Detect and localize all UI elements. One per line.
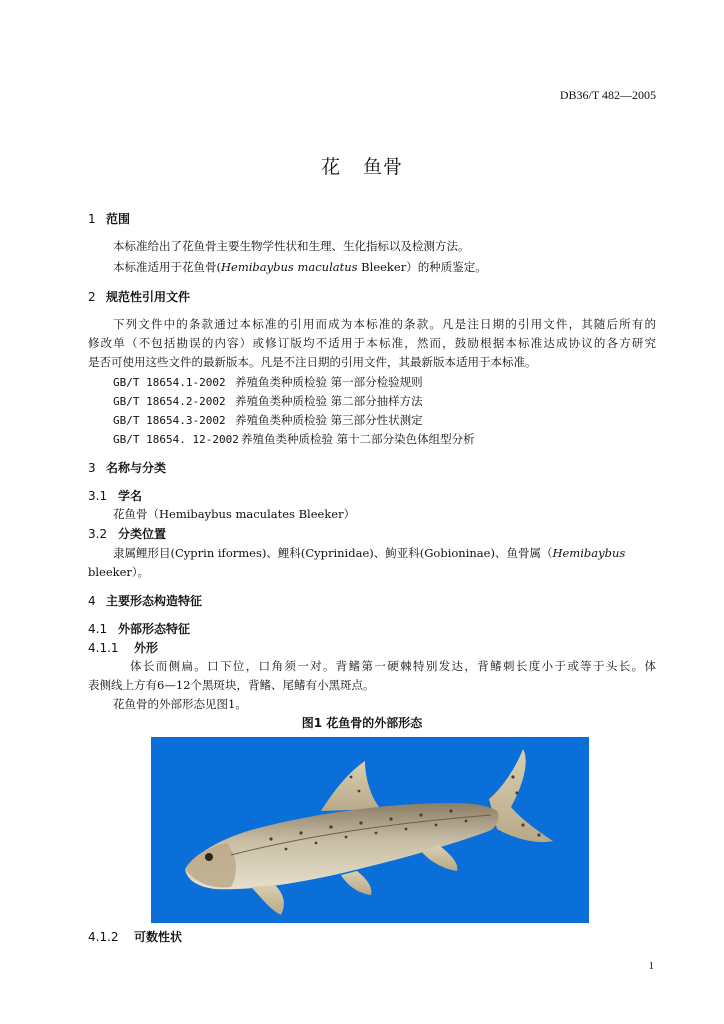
section-2-line-1: 下列文件中的条款通过本标准的引用而成为本标准的条款。凡是注日期的引用文件，其随后所有的 bbox=[113, 317, 656, 331]
fish-illustration bbox=[151, 737, 589, 923]
section-number: 4.1.1 bbox=[88, 641, 119, 655]
reference-code: GB/T 18654. 12-2002 bbox=[113, 433, 239, 446]
section-title: 主要形态构造特征 bbox=[106, 594, 203, 608]
latin-name: Hemibaybus maculatus bbox=[221, 260, 358, 274]
section-1-heading bbox=[88, 210, 130, 227]
reference-title: 养殖鱼类种质检验 第十二部分染色体组型分析 bbox=[241, 432, 475, 446]
document-title bbox=[0, 152, 724, 179]
page-number: 1 bbox=[648, 960, 654, 972]
latin-name: Hemibaybus bbox=[552, 546, 626, 560]
text-run: Bleeker）的种质鉴定。 bbox=[357, 260, 487, 274]
section-title: 名称与分类 bbox=[106, 461, 167, 475]
section-number: 3.2 bbox=[88, 527, 108, 541]
section-title: 学名 bbox=[118, 489, 143, 503]
section-title: 可数性状 bbox=[134, 930, 183, 944]
section-title: 规范性引用文件 bbox=[106, 290, 191, 304]
section-3-heading bbox=[88, 459, 166, 476]
subsection-4-1-heading bbox=[88, 620, 190, 637]
shape-description-line-1: 体长而侧扁。口下位，口角须一对。背鳍第一硬棘特别发达，背鳍刺长度小于或等于头长。体 bbox=[130, 659, 656, 673]
classification-line-2: bleeker）。 bbox=[88, 565, 150, 579]
text-run: 本标准适用于花鱼骨( bbox=[113, 260, 221, 274]
reference-code: GB/T 18654.2-2002 bbox=[113, 395, 226, 408]
section-4-heading bbox=[88, 592, 202, 609]
section-number: 4 bbox=[88, 594, 96, 608]
section-number: 3.1 bbox=[88, 489, 108, 503]
reference-item bbox=[113, 412, 423, 428]
reference-title: 养殖鱼类种质检验 第一部分检验规则 bbox=[235, 375, 423, 389]
section-title: 分类位置 bbox=[118, 527, 167, 541]
section-number: 4.1 bbox=[88, 622, 108, 636]
section-number: 4.1.2 bbox=[88, 930, 119, 944]
figure-reference: 花鱼骨的外部形态见图1。 bbox=[113, 697, 247, 711]
subsection-3-1-heading bbox=[88, 487, 142, 504]
section-number: 3 bbox=[88, 461, 96, 475]
section-title: 外部形态特征 bbox=[118, 622, 191, 636]
section-1-paragraph-1: 本标准给出了花鱼骨主要生物学性状和生理、生化指标以及检测方法。 bbox=[113, 239, 470, 253]
section-title: 外形 bbox=[134, 641, 159, 655]
section-number: 1 bbox=[88, 212, 96, 226]
classification-line-1 bbox=[113, 545, 625, 561]
subsection-4-1-1-heading bbox=[88, 639, 158, 656]
section-2-heading bbox=[88, 288, 190, 305]
section-number: 2 bbox=[88, 290, 96, 304]
reference-code: GB/T 18654.1-2002 bbox=[113, 376, 226, 389]
reference-title: 养殖鱼类种质检验 第三部分性状测定 bbox=[235, 413, 423, 427]
reference-title: 养殖鱼类种质检验 第二部分抽样方法 bbox=[235, 394, 423, 408]
text-run: 隶属鲤形目(Cyprin iformes)、鲤科(Cyprinidae)、鮈亚科(Gobioninae)、鱼骨属（ bbox=[113, 546, 553, 560]
shape-description-line-2: 表侧线上方有6—12个黑斑块，背鳍、尾鳍有小黑斑点。 bbox=[88, 678, 375, 692]
fish-eye bbox=[205, 853, 213, 861]
subsection-3-2-heading bbox=[88, 525, 166, 542]
reference-item bbox=[113, 374, 423, 390]
section-2-line-2: 修改单（不包括勘误的内容）或修订版均不适用于本标准，然而，鼓励根据本标准达成协议的各方研究 bbox=[88, 336, 656, 350]
fish-photo bbox=[151, 737, 589, 923]
section-title: 范围 bbox=[106, 212, 131, 226]
section-1-paragraph-2 bbox=[113, 259, 487, 275]
subsection-4-1-2-heading bbox=[88, 928, 182, 945]
title-part-1: 花 bbox=[320, 156, 341, 178]
title-part-2: 鱼骨 bbox=[363, 156, 404, 178]
reference-item bbox=[113, 431, 475, 447]
reference-code: GB/T 18654.3-2002 bbox=[113, 414, 226, 427]
document-code: DB36/T 482—2005 bbox=[559, 88, 656, 102]
scientific-name: 花鱼骨（Hemibaybus maculates Bleeker） bbox=[113, 507, 356, 521]
reference-item bbox=[113, 393, 423, 409]
figure-caption: 图1 花鱼骨的外部形态 bbox=[301, 716, 423, 730]
section-2-line-3: 是否可使用这些文件的最新版本。凡是不注日期的引用文件，其最新版本适用于本标准。 bbox=[88, 355, 537, 369]
